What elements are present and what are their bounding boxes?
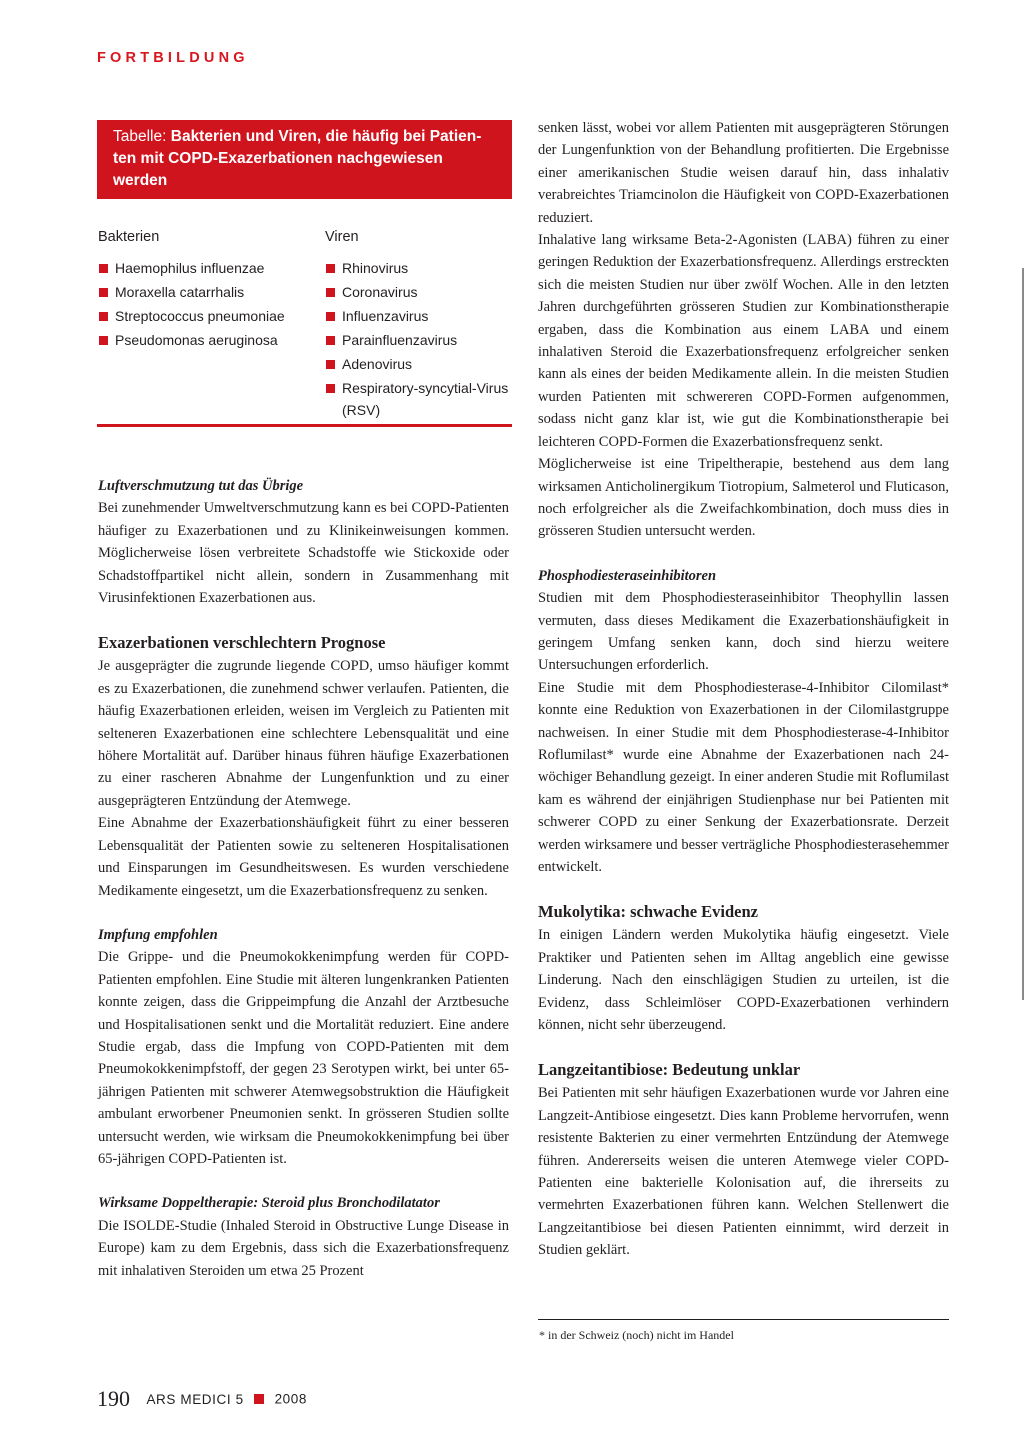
journal-name: ARS MEDICI 5 xyxy=(146,1391,244,1407)
bullet-square-icon xyxy=(326,336,335,345)
list-item: Moraxella catarrhalis xyxy=(98,281,308,303)
bullet-square-icon xyxy=(99,336,108,345)
paragraph: Eine Studie mit dem Phosphodiesterase-4-Inhibitor Cilomilast* konnte eine Reduktion von Exazerbationen in der Cilomilastgruppe nachweisen. In einer Studie mit dem Phosphodiesterase-4-Inhibitor Roflumilast* wurde eine Abnahme der Exazerbationen nach 24-wöchiger Behandlung gezeigt. In einer anderen Studie mit Roflumilast kam es während der einjährigen Studienphase nur bei Patienten mit schwerer COPD zu einer Senkung der Exazerbationsrate. Derzeit werden wirksamere und besser verträgliche Phosphodiesterasehemmer entwickelt. xyxy=(538,679,949,875)
paragraph: Die Grippe- und die Pneumokokkenimpfung werden für COPD-Patienten empfohlen. Eine Studie mit älteren lungenkranken Patienten konnte zeigen, dass die Grippeimpfung die Anzahl der Arztbesuche und Hospitalisationen senkt und die Mortalität reduziert. Eine andere Studie ergab, dass die Impfung von COPD-Patienten mit dem Pneumokokkenimpfstoff, der gegen 23 Serotypen wirkt, bei unter 65-jährigen Patienten mit schwerer Atemwegsobstruktion die Häufigkeit ambulant erworbener Pneumonien senkt. In grösseren Studien sollte untersucht werden, wie wirksam die Pneumokokkenimpfung bei über 65-jährigen COPD-Patienten ist. xyxy=(98,949,509,1167)
paragraph: Studien mit dem Phosphodiesteraseinhibitor Theophyllin lassen vermuten, dass dieses Medikament die Exazerbationshäufigkeit in geringem Umfang senken kann, doch sind hierzu weitere Untersuchungen erforderlich. xyxy=(538,590,949,674)
table-header xyxy=(97,120,512,199)
list-item: Pseudomonas aeruginosa xyxy=(98,329,308,351)
subheading-vaccination: Impfung empfohlen xyxy=(98,926,218,943)
list-item: Parainfluenzavirus xyxy=(325,329,515,351)
heading-mucolytics: Mukolytika: schwache Evidenz xyxy=(538,902,759,922)
paragraph: Je ausgeprägter die zugrunde liegende COPD, umso häufiger kommt es zu Exazerbationen, die zunehmend schwer verlaufen. Patienten, die häufig Exazerbationen erleiden, weisen im Vergleich zu Patienten mit selteneren Exazerbationen eine schlechtere Lebensqualität und eine höhere Mortalität auf. Darüber hinaus führen häufige Exazerbationen zu einer rascheren Abnahme der Lungenfunktion und zu einer ausgeprägteren Entzündung der Atemwege. xyxy=(98,658,509,809)
list-item: Respiratory-syncytial-Virus (RSV) xyxy=(325,377,515,421)
journal-year: 2008 xyxy=(274,1391,308,1407)
paragraph: Inhalative lang wirksame Beta-2-Agonisten (LABA) führen zu einer geringen Reduktion der Exazerbationsfrequenz. Allerdings erstreckten sich die meisten Studien nur über zwölf Wochen. Alle in den letzten Jahren durchgeführten grösseren Studien zur Kombinationstherapie ergaben, dass die Kombination aus einem LABA und einem inhalativen Steroid die Exazerbationsfrequenz erfolgreicher senken kann als eines der beiden Medikamente allein. In die meisten Studien wurden Patienten mit schwereren COPD-Formen aufgenommen, sodass nicht ganz klar ist, wie gut die Kombinationstherapie bei leichteren COPD-Formen die Exazerbationsfrequenz senkt. xyxy=(538,232,949,450)
paragraph: senken lässt, wobei vor allem Patienten mit ausgeprägteren Störungen der Lungenfunktion von der Behandlung profitierten. Die Ergebnisse einer amerikanischen Studie weisen darauf hin, dass inhalativ verabreichtes Triamcinolon die Häufigkeit von COPD-Exazerbationen reduziert. xyxy=(538,120,949,226)
page-footer xyxy=(97,1386,307,1412)
bullet-square-icon xyxy=(326,312,335,321)
table-title-line2: ten mit COPD-Exazerbationen nachgewiesen werden xyxy=(113,150,443,189)
bacteria-column xyxy=(98,229,308,353)
bacteria-heading: Bakterien xyxy=(98,229,160,245)
footnote: * in der Schweiz (noch) nicht im Handel xyxy=(539,1328,734,1342)
paragraph: Möglicherweise ist eine Tripeltherapie, bestehend aus dem lang wirksamen Anticholinergikum Tiotropium, Salmeterol und Fluticason, noch erfolgreicher als die Zweifachkombination, doch muss dies in grösseren Studien untersucht werden. xyxy=(538,456,949,540)
table-box xyxy=(97,120,512,529)
subheading-dual-therapy: Wirksame Doppeltherapie: Steroid plus Bronchodilatator xyxy=(98,1195,440,1212)
paragraph: Bei Patienten mit sehr häufigen Exazerbationen wurde vor Jahren eine Langzeit-Antibiose eingesetzt. Dies kann Probleme hervorrufen, wenn resistente Bakterien zu einer vermehrten Entzündung der Atemwege führen. Andererseits weisen die unteren Atemwege vieler COPD-Patienten eine bakterielle Kolonisation auf, die ihrerseits zu vermehrten Exazerbationen führen kann. Welchen Stellenwert die Langzeitantibiose bei diesen Patienten einnimmt, wird derzeit in Studien geklärt. xyxy=(538,1085,949,1259)
table-bottom-rule xyxy=(97,424,512,427)
paragraph: Bei zunehmender Umweltverschmutzung kann es bei COPD-Patienten häufiger zu Exazerbationen und zu Klinikeinweisungen kommen. Möglicherweise lösen verbreitete Schadstoffe wie Stickoxide oder Schadstoffpartikel nicht allein, sondern in Zusammenhang mit Virusinfektionen Exazerbationen aus. xyxy=(98,500,509,607)
viruses-heading: Viren xyxy=(325,229,359,245)
page-number: 190 xyxy=(97,1386,130,1411)
paragraph: In einigen Ländern werden Mukolytika häufig eingesetzt. Viele Praktiker und Patienten sehen im Alltag angeblich eine gewisse Linderung. Nach den einschlägigen Studien zu urteilen, ist die Evidenz, dass Schleimlöser COPD-Exazerbationen verhindern können, nicht sehr überzeugend. xyxy=(538,927,949,1034)
paragraph: Eine Abnahme der Exazerbationshäufigkeit führt zu einer besseren Lebensqualität der Patienten sowie zu selteneren Hospitalisationen und Einsparungen im Gesundheitswesen. Es wurden verschiedene Medikamente eingesetzt, um die Exazerbationsfrequenz zu senken. xyxy=(98,815,509,899)
table-title-line1: Bakterien und Viren, die häufig bei Patien- xyxy=(170,128,482,145)
list-item: Influenzavirus xyxy=(325,305,515,327)
bullet-square-icon xyxy=(326,288,335,297)
bullet-square-icon xyxy=(326,384,335,393)
subheading-pollution: Luftverschmutzung tut das Übrige xyxy=(98,478,304,494)
paragraph: Die ISOLDE-Studie (Inhaled Steroid in Obstructive Lunge Disease in Europe) kam zu dem Ergebnis, dass sich die Exazerbationsfrequenz mit inhalativen Steroiden um etwa 25 Prozent xyxy=(98,1217,509,1279)
heading-long-term-antibiotics: Langzeitantibiose: Bedeutung unklar xyxy=(538,1060,801,1080)
list-item: Rhinovirus xyxy=(325,257,515,279)
separator-square-icon xyxy=(254,1394,264,1404)
bullet-square-icon xyxy=(99,264,108,273)
bullet-square-icon xyxy=(326,264,335,273)
viruses-column xyxy=(325,229,515,423)
list-item: Adenovirus xyxy=(325,353,515,375)
list-item: Coronavirus xyxy=(325,281,515,303)
table-label: Tabelle: xyxy=(113,128,167,145)
list-item: Haemophilus influenzae xyxy=(98,257,308,279)
bullet-square-icon xyxy=(99,288,108,297)
subheading-pde-inhibitors: Phosphodiesteraseinhibitoren xyxy=(538,567,717,584)
heading-prognosis: Exazerbationen verschlechtern Prognose xyxy=(98,633,386,653)
bullet-square-icon xyxy=(99,312,108,321)
list-item: Streptococcus pneumoniae xyxy=(98,305,308,327)
section-label: FORTBILDUNG xyxy=(97,50,249,66)
bullet-square-icon xyxy=(326,360,335,369)
left-text-column xyxy=(98,475,509,1282)
footnote-rule xyxy=(538,1319,949,1320)
right-text-column xyxy=(538,117,949,1262)
